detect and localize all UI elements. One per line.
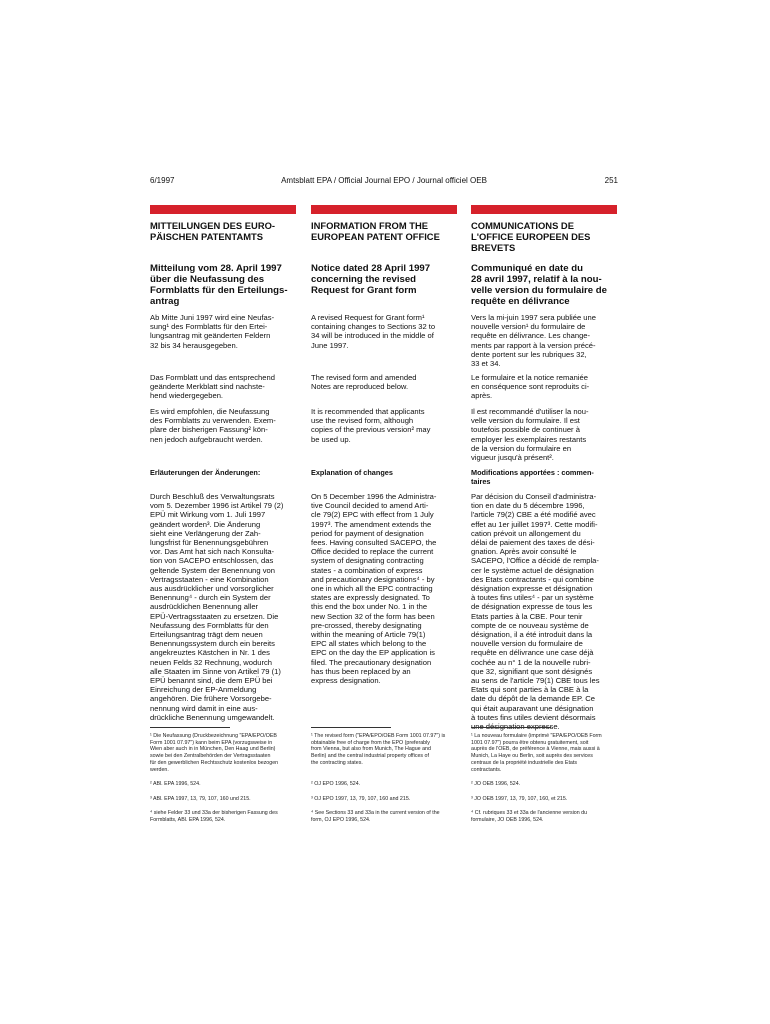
section-heading: MITTEILUNGEN DES EURO- PÄISCHEN PATENTAMTS: [150, 220, 276, 242]
paragraph-explanation: Par décision du Conseil d'administra- tion en date du 5 décembre 1996, l'article 79(2) CBE a été modifié avec effet au 1er juillet 1997³. Cette modifi- cation prévoit un allongement du délai de paiement des taxes de dési- gnation. Après avoir consulté le SACEPO, l'Office a décidé de rempla- cer le système actuel de désignation des Etats contractants - qui combine désignation expresse et désignation à toutes fins utiles⁴ - par un système de désignation expresse de tous les Etats parties à la CBE. Pour tenir compte de ce nouveau système de désignation, il a été introduit dans la nouvelle version du formulaire de requête en délivrance une case déjà cochée au n° 1 de la nouvelle rubri- que 32, signifiant que sont désignés au sens de l'article 79(1) CBE tous les Etats qui sont parties à la CBE à la date du dépôt de la demande EP. Ce qui était auparavant une désignation à toutes fins utiles devient désormais une désignation expresse.: [471, 492, 600, 732]
footnote-2: ² JO OEB 1996, 524.: [471, 781, 521, 787]
section-heading: COMMUNICATIONS DE L'OFFICE EUROPEEN DES BREVETS: [471, 220, 591, 253]
journal-title: Amtsblatt EPA / Official Journal EPO / Journal officiel OEB: [281, 176, 487, 185]
paragraph-reproduced: The revised form and amended Notes are reproduced below.: [311, 373, 417, 392]
column-german: [150, 205, 296, 823]
paragraph-explanation: Durch Beschluß des Verwaltungsrats vom 5. Dezember 1996 ist Artikel 79 (2) EPÜ mit Wirkung vom 1. Juli 1997 geändert worden³. Die Änderung sieht eine Verlängerung der Zah- lungsfrist für Benennungsgebühren vor. Das Amt hat sich nach Konsulta- tion von SACEPO entschlossen, das geltende System der Benennung von Vertragsstaaten - eine Kombination aus ausdrücklicher und vorsorglicher Benennung⁴ - durch ein System der ausdrücklichen Benennung aller EPÜ-Vertragsstaaten zu ersetzen. Die Neufassung des Formblatts für den Erteilungsantrag trägt dem neuen Benennungssystem durch ein bereits angekreuztes Kästchen in Nr. 1 des neuen Felds 32 Rechnung, wodurch alle Staaten im Sinne von Artikel 79 (1) EPÜ benannt sind, die dem EPÜ bei Einreichung der EP-Anmeldung angehören. Die frühere Vorsorgebe- nennung wird damit in eine aus- drückliche Benennung umgewandelt.: [150, 492, 284, 722]
section-heading: INFORMATION FROM THE EUROPEAN PATENT OFFICE: [311, 220, 440, 242]
footnote-1: ¹ Die Neufassung (Druckbezeichnung "EPA/EPO/OEB Form 1001 07.97") kann beim EPA (vorzugsweise in Wien aber auch in in München, Den Haag und Berlin) sowie bei den Zentralbehörden der Vertragsstaaten für den gewerblichen Rechtsschutz kostenlos bezogen werden.: [150, 733, 279, 773]
footnote-1: ¹ La nouveau formulaire (imprimé "EPA/EPO/OEB Form 1001 07.97") pourra être obtenu gratuitement, soit auprès de l'OEB, de préférence à Vienne, mais aussi à Munich, La Haye ou Berlin, soit auprès des services centraux de la propriété industrielle des Etats contractants.: [471, 733, 602, 773]
paragraph-intro: A revised Request for Grant form¹ containing changes to Sections 32 to 34 will be introduced in the middle of June 1997.: [311, 313, 436, 350]
footnote-rule: [150, 727, 230, 728]
footnote-2: ² OJ EPO 1996, 524.: [311, 781, 361, 787]
page-number: 251: [604, 176, 618, 185]
footnote-rule: [311, 727, 391, 728]
footnote-rule: [471, 727, 551, 728]
paragraph-recommendation: It is recommended that applicants use the revised form, although copies of the previous version² may be used up.: [311, 407, 431, 444]
footnote-3: ³ ABl. EPA 1997, 13, 79, 107, 160 und 215.: [150, 796, 251, 802]
footnote-4: ⁴ See Sections 33 and 33a in the current version of the form, OJ EPO 1996, 524.: [311, 810, 440, 823]
paragraph-explanation: On 5 December 1996 the Administra- tive Council decided to amend Arti- cle 79(2) EPC with effect from 1 July 1997³. The amendment extends the period for payment of designation fees. Having consulted SACEPO, the Office decided to replace the current system of designating contracting states - a combination of express and precautionary designations⁴ - by one in which all the EPC contracting states are expressly designated. To this end the box under No. 1 in the new Section 32 of the form has been pre-crossed, thereby designating within the meaning of Article 79(1) EPC all states which belong to the EPC on the day the EP application is filed. The precautionary designation has thus been replaced by an express designation.: [311, 492, 437, 686]
footnote-3: ³ OJ EPO 1997, 13, 79, 107, 160 and 215.: [311, 796, 411, 802]
footnote-4: ⁴ siehe Felder 33 und 33a der bisherigen Fassung des Formblatts, ABl. EPA 1996, 524.: [150, 810, 278, 823]
section-color-bar: [150, 205, 296, 214]
paragraph-recommendation: Es wird empfohlen, die Neufassung des Formblatts zu verwenden. Exem- plare der bisherigen Fassung² kön- nen jedoch aufgebraucht werden.: [150, 407, 276, 444]
running-header: [150, 176, 618, 190]
section-color-bar: [471, 205, 617, 214]
footnote-3: ³ JO OEB 1997, 13, 79, 107, 160, et 215.: [471, 796, 568, 802]
paragraph-reproduced: Le formulaire et la notice remaniée en conséquence sont reproduits ci- après.: [471, 373, 590, 401]
issue-number: 6/1997: [150, 176, 175, 185]
changes-subheading: Modifications apportées : commen- taires: [471, 468, 594, 486]
column-french: [471, 205, 617, 823]
footnote-4: ⁴ Cf. rubriques 33 et 33a de l'ancienne version du formulaire, JO OEB 1996, 524.: [471, 810, 588, 823]
paragraph-reproduced: Das Formblatt und das entsprechend geänderte Merkblatt sind nachste- hend wiedergegeben.: [150, 373, 275, 401]
footnote-1: ¹ The revised form ("EPA/EPO/OEB Form 1001 07.97") is obtainable free of charge from the EPO (preferably from Vienna, but also from Munich, The Hague and Berlin) and the central industrial property offices of the contracting states.: [311, 733, 446, 766]
column-english: [311, 205, 457, 823]
paragraph-intro: Vers la mi-juin 1997 sera publiée une nouvelle version¹ du formulaire de requête en délivrance. Les change- ments par rapport à la version précé- dente portent sur les rubriques 32, 33 et 34.: [471, 313, 596, 369]
section-color-bar: [311, 205, 457, 214]
paragraph-intro: Ab Mitte Juni 1997 wird eine Neufas- sung¹ des Formblatts für den Ertei- lungsantrag mit geänderten Feldern 32 bis 34 herausgegeben.: [150, 313, 275, 350]
notice-title: Communiqué en date du 28 avril 1997, relatif à la nou- velle version du formulaire de requête en délivrance: [471, 263, 607, 307]
footnote-2: ² ABl. EPA 1996, 524.: [150, 781, 201, 787]
notice-title: Notice dated 28 April 1997 concerning the revised Request for Grant form: [311, 263, 431, 296]
paragraph-recommendation: Il est recommandé d'utiliser la nou- velle version du formulaire. Il est toutefois possible de continuer à employer les exemplaires restants de la version du formulaire en vigueur jusqu'à présent².: [471, 407, 589, 463]
changes-subheading: Explanation of changes: [311, 468, 393, 477]
changes-subheading: Erläuterungen der Änderungen:: [150, 468, 261, 477]
notice-title: Mitteilung vom 28. April 1997 über die Neufassung des Formblatts für den Erteilungs- antrag: [150, 263, 288, 307]
